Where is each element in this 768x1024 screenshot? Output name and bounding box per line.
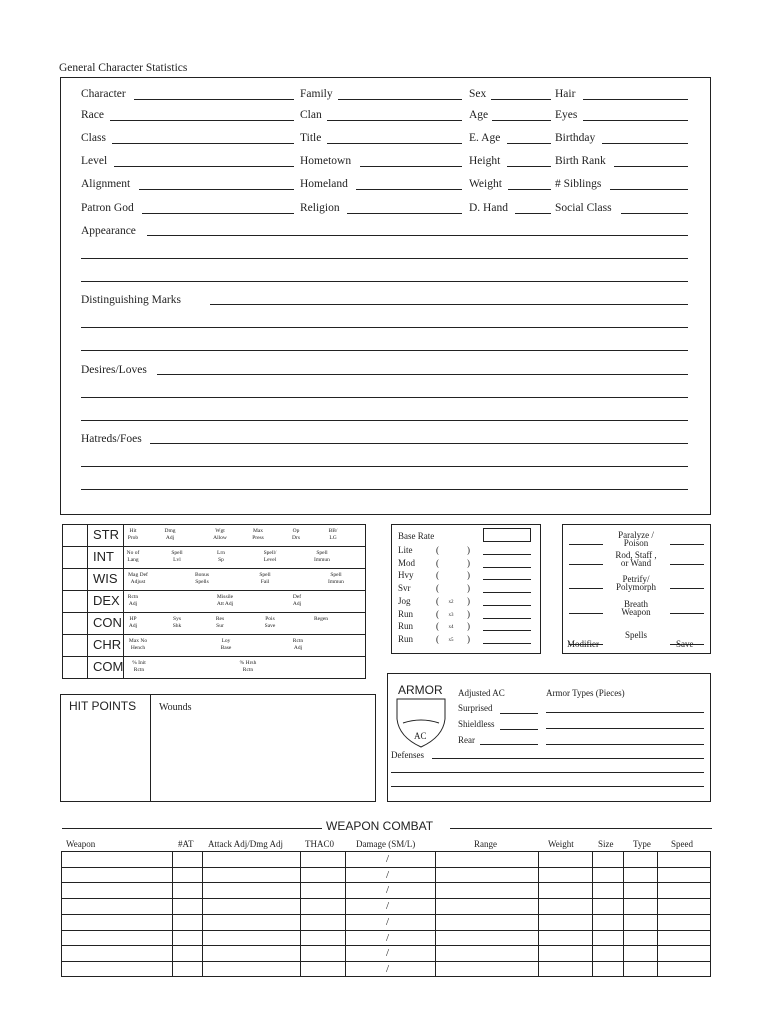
ability-sublabel: Level	[263, 557, 277, 563]
damage-slash: /	[386, 962, 390, 975]
defenses-field[interactable]	[391, 772, 704, 773]
stat-field[interactable]	[360, 166, 462, 167]
weapon-header: Type	[633, 839, 651, 849]
label-alignment: Alignment	[81, 178, 131, 190]
label-title: Title	[300, 132, 322, 144]
save-label: Petrify/	[622, 574, 650, 584]
appearance-line[interactable]	[81, 258, 688, 259]
ability-com: COM	[93, 659, 124, 674]
ability-sublabel: Rctn	[292, 638, 304, 644]
weapon-header: Speed	[671, 839, 693, 849]
stat-field[interactable]	[347, 213, 462, 214]
defenses-label: Defenses	[391, 750, 424, 760]
ability-chr: CHR	[93, 637, 122, 652]
ability-str: STR	[93, 527, 119, 542]
movement-label: Run	[398, 633, 414, 644]
stat-field[interactable]	[515, 213, 551, 214]
label-birth-rank: Birth Rank	[555, 155, 606, 167]
label-e-age: E. Age	[469, 132, 501, 144]
marks-line[interactable]	[81, 350, 688, 351]
stat-field[interactable]	[507, 166, 551, 167]
ability-sublabel: Regen	[313, 616, 329, 622]
ability-sublabel: Att Adj	[216, 601, 234, 607]
multiplier: x5	[448, 637, 454, 643]
ability-sublabel: Spell	[330, 572, 342, 578]
save-label: Rod, Staff ,	[615, 550, 657, 560]
weapon-header: Weapon	[66, 839, 96, 849]
ability-sublabel: Rctn	[127, 594, 139, 600]
shieldless-field[interactable]	[500, 729, 538, 730]
ability-sublabel: Sp	[218, 557, 224, 563]
paren: (	[436, 621, 439, 632]
ability-sublabel: Fail	[260, 579, 270, 585]
movement-field[interactable]	[483, 579, 531, 580]
ability-sublabel: Adj	[128, 601, 138, 607]
stat-field[interactable]	[507, 143, 551, 144]
movement-label: Lite	[398, 545, 413, 555]
label-homeland: Homeland	[300, 178, 348, 190]
ability-wis: WIS	[93, 571, 118, 586]
movement-field[interactable]	[483, 554, 531, 555]
save-label: Paralyze /	[618, 530, 654, 540]
label-weight: Weight	[469, 178, 502, 190]
armor-type-field[interactable]	[546, 712, 704, 713]
paren: )	[467, 570, 470, 581]
ability-sublabel: Bonus	[194, 572, 210, 578]
damage-slash: /	[386, 853, 390, 865]
label-eyes: Eyes	[555, 109, 578, 121]
ability-sublabel: Shk	[172, 623, 182, 629]
ability-sublabel: Immun	[314, 557, 330, 563]
ability-sublabel: Rctn	[242, 667, 254, 673]
label-race: Race	[81, 109, 104, 121]
ability-sublabel: Spell	[171, 550, 183, 556]
ability-sublabel: Spell/	[263, 550, 277, 556]
label-social-class: Social Class	[555, 202, 612, 214]
stat-field[interactable]	[614, 166, 688, 167]
stat-field[interactable]	[114, 166, 294, 167]
rear-field[interactable]	[480, 744, 538, 745]
save-label: Weapon	[621, 607, 651, 617]
ability-sublabel: % Hrsh	[239, 660, 257, 666]
damage-slash: /	[386, 884, 390, 897]
save-label: Poison	[623, 538, 649, 548]
ability-sublabel: Lang	[127, 557, 139, 563]
stat-field[interactable]	[610, 189, 688, 190]
ability-sublabel: No of	[126, 550, 140, 556]
stat-field[interactable]	[112, 143, 294, 144]
paren: (	[436, 557, 439, 568]
stat-field[interactable]	[356, 189, 462, 190]
ability-sublabel: Rctn	[133, 667, 145, 673]
desires-line[interactable]	[81, 397, 688, 398]
weapon-header: #AT	[178, 839, 194, 849]
hatreds-line[interactable]	[81, 466, 688, 467]
ability-sublabel: BB/	[328, 528, 338, 534]
ability-sublabel: Adj	[292, 601, 302, 607]
armor-types-label: Armor Types (Pieces)	[546, 688, 625, 698]
ability-sublabel: Adj	[165, 535, 175, 541]
label-desires: Desires/Loves	[81, 364, 147, 376]
paren: (	[436, 545, 439, 555]
ability-sublabel: Base	[220, 645, 232, 651]
label-d-hand: D. Hand	[469, 202, 508, 214]
paren: (	[436, 583, 439, 594]
hatreds-line[interactable]	[81, 489, 688, 490]
ability-sublabel: Pois	[265, 616, 275, 622]
ability-sublabel: Immun	[328, 579, 344, 585]
save-modifier-field[interactable]	[569, 588, 603, 589]
ability-sublabel: Spell	[259, 572, 271, 578]
movement-label: Jog	[398, 595, 411, 606]
save-label: Save	[676, 639, 694, 649]
stat-field[interactable]	[508, 189, 551, 190]
paren: )	[467, 583, 470, 594]
hatreds-line[interactable]	[150, 443, 688, 444]
label-hometown: Hometown	[300, 155, 352, 167]
hit-points-label: HIT POINTS	[69, 699, 137, 713]
stat-field[interactable]	[142, 213, 294, 214]
surprised-field[interactable]	[500, 713, 538, 714]
weapon-combat-title: WEAPON COMBAT	[326, 819, 434, 833]
ability-sublabel: Lvl	[173, 557, 181, 563]
adjusted-ac-label: Adjusted AC	[458, 688, 505, 698]
weapon-header: Damage (SM/L)	[356, 839, 416, 849]
ability-sublabel: Sur	[216, 623, 224, 629]
ability-con: CON	[93, 615, 122, 630]
ability-sublabel: Hit	[129, 528, 137, 534]
multiplier: x3	[448, 612, 454, 618]
label-patron-god: Patron God	[81, 202, 134, 214]
ability-sublabel: Adjust	[130, 579, 146, 585]
save-label: Breath	[624, 599, 648, 609]
ability-sublabel: Lrn	[217, 550, 225, 556]
paren: )	[467, 545, 470, 555]
label-appearance: Appearance	[81, 225, 136, 237]
stat-field[interactable]	[491, 99, 551, 100]
ac-label: AC	[414, 731, 427, 741]
stat-field[interactable]	[602, 143, 688, 144]
label-class: Class	[81, 132, 106, 144]
label-age: Age	[469, 109, 489, 121]
weapon-header: Range	[474, 839, 497, 849]
weapon-header: Weight	[548, 839, 574, 849]
ability-int: INT	[93, 549, 114, 564]
stat-field[interactable]	[621, 213, 688, 214]
damage-slash: /	[386, 900, 390, 913]
ability-sublabel: Def	[292, 594, 302, 600]
movement-field[interactable]	[483, 630, 531, 631]
desires-line[interactable]	[157, 374, 688, 375]
paren: )	[467, 557, 470, 568]
ability-dex: DEX	[93, 593, 120, 608]
ability-sublabel: Hench	[130, 645, 146, 651]
paren: )	[467, 595, 470, 606]
ability-sublabel: Save	[264, 623, 276, 629]
section-title: General Character Statistics	[59, 62, 188, 74]
stat-field[interactable]	[327, 143, 462, 144]
damage-slash: /	[386, 931, 390, 944]
stat-field[interactable]	[139, 189, 294, 190]
ability-sublabel: Press	[252, 535, 264, 541]
damage-slash: /	[386, 868, 390, 881]
label-height: Height	[469, 155, 501, 167]
save-modifier-field[interactable]	[569, 613, 603, 614]
paren: )	[467, 621, 470, 632]
shieldless-label: Shieldless	[458, 719, 495, 729]
ability-sublabel: Drs	[292, 535, 300, 541]
label-sex: Sex	[469, 88, 487, 100]
desires-line[interactable]	[81, 420, 688, 421]
ability-sublabel: Prob	[127, 535, 139, 541]
ability-sublabel: Loy	[221, 638, 231, 644]
paren: (	[436, 595, 439, 606]
appearance-line[interactable]	[147, 235, 688, 236]
weapon-header: THAC0	[305, 839, 334, 849]
ability-sublabel: Wgt	[215, 528, 225, 534]
ability-sublabel: HP	[129, 616, 137, 622]
movement-label: Run	[398, 608, 414, 619]
movement-label: Run	[398, 621, 414, 632]
ability-sublabel: Mag Def	[128, 572, 148, 578]
save-value-field[interactable]	[670, 564, 704, 565]
stat-field[interactable]	[492, 120, 551, 121]
movement-field[interactable]	[483, 567, 531, 568]
stat-field[interactable]	[338, 99, 462, 100]
ability-sublabel: Spell	[316, 550, 328, 556]
ability-sublabel: Op	[292, 528, 300, 534]
ability-sublabel: LG	[329, 535, 337, 541]
movement-label: Svr	[398, 583, 411, 594]
rear-label: Rear	[458, 735, 475, 745]
ability-sublabel: % Init	[132, 660, 146, 666]
save-value-field[interactable]	[670, 544, 704, 545]
save-value-field[interactable]	[670, 613, 704, 614]
ability-sublabel: Max No	[128, 638, 148, 644]
multiplier: x2	[448, 599, 454, 605]
movement-label: Mod	[398, 557, 416, 568]
ability-sublabel: Res	[215, 616, 225, 622]
ability-sublabel: Sys	[173, 616, 181, 622]
damage-slash: /	[386, 947, 390, 960]
save-label: or Wand	[620, 558, 652, 568]
stat-field[interactable]	[583, 99, 688, 100]
label-religion: Religion	[300, 202, 340, 214]
save-label: Polymorph	[615, 582, 656, 592]
paren: (	[436, 608, 439, 619]
paren: (	[436, 633, 439, 644]
stat-field[interactable]	[134, 99, 294, 100]
ability-sublabel: Max	[252, 528, 264, 534]
base-rate-label: Base Rate	[398, 531, 435, 541]
multiplier: x4	[448, 625, 454, 631]
label-marks: Distinguishing Marks	[81, 294, 181, 306]
weapon-header: Attack Adj/Dmg Adj	[208, 839, 283, 849]
label-birthday: Birthday	[555, 132, 596, 144]
ability-sublabel: Dmg	[164, 528, 176, 534]
base-rate-field[interactable]	[483, 528, 531, 542]
label-character: Character	[81, 88, 126, 100]
stat-field[interactable]	[583, 120, 688, 121]
label-family: Family	[300, 88, 333, 100]
label-hair: Hair	[555, 88, 576, 100]
ability-sublabel: Adj	[128, 623, 138, 629]
label-hatreds: Hatreds/Foes	[81, 433, 142, 445]
paren: (	[436, 570, 439, 581]
save-modifier-field[interactable]	[569, 544, 603, 545]
ability-sublabel: Adj	[293, 645, 303, 651]
save-label: Spells	[624, 630, 647, 640]
wounds-label: Wounds	[159, 702, 192, 713]
movement-field[interactable]	[483, 618, 531, 619]
armor-label: ARMOR	[398, 683, 443, 697]
modifier-label: Modifier	[567, 639, 599, 649]
armor-type-field[interactable]	[546, 728, 704, 729]
paren: )	[467, 608, 470, 619]
marks-line[interactable]	[81, 327, 688, 328]
defenses-field[interactable]	[432, 758, 704, 759]
label-clan: Clan	[300, 109, 322, 121]
save-value-field[interactable]	[670, 588, 704, 589]
damage-slash: /	[386, 915, 390, 928]
movement-box	[391, 524, 541, 654]
movement-label: Hvy	[398, 570, 414, 581]
stat-field[interactable]	[110, 120, 294, 121]
defenses-field[interactable]	[391, 786, 704, 787]
appearance-line[interactable]	[81, 281, 688, 282]
ability-sublabel: Spells	[195, 579, 209, 585]
ability-sublabel: Missile	[216, 594, 234, 600]
ability-sublabel: Allow	[213, 535, 227, 541]
movement-field[interactable]	[483, 592, 531, 593]
stat-field[interactable]	[327, 120, 462, 121]
label--siblings: # Siblings	[555, 178, 602, 190]
label-level: Level	[81, 155, 108, 167]
weapon-header: Size	[598, 839, 614, 849]
save-modifier-field[interactable]	[569, 564, 603, 565]
marks-line[interactable]	[210, 304, 688, 305]
movement-field[interactable]	[483, 643, 531, 644]
surprised-label: Surprised	[458, 703, 493, 713]
armor-type-field[interactable]	[546, 744, 704, 745]
movement-field[interactable]	[483, 605, 531, 606]
paren: )	[467, 633, 470, 644]
